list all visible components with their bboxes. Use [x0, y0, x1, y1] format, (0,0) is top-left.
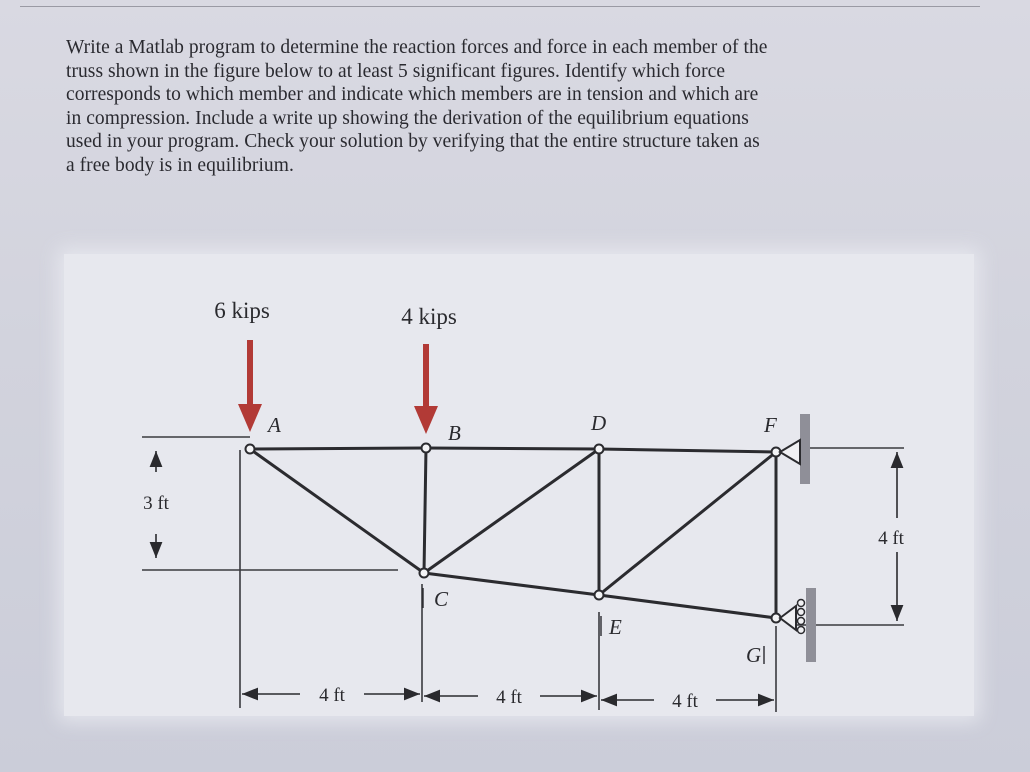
arrow-down-icon: [414, 406, 438, 434]
joint-E: [595, 591, 604, 600]
dimension-left-height: [143, 451, 170, 558]
span-label-2: 4 ft: [496, 687, 522, 708]
roller-wheel: [798, 627, 805, 634]
dimension-spans: [242, 685, 774, 712]
support-F: [780, 414, 810, 484]
joint-B: [422, 444, 431, 453]
load-label-4kips: 4 kips: [401, 304, 457, 329]
roller-wheel: [798, 618, 805, 625]
problem-line: corresponds to which member and indicate which members are in tension and which are: [66, 84, 759, 106]
joint-label-D: D: [591, 411, 607, 435]
member-EF: [599, 452, 776, 595]
joint-D: [595, 445, 604, 454]
member-AC: [250, 449, 424, 573]
span-label-3: 4 ft: [672, 691, 698, 712]
joint-label-B: B: [448, 421, 461, 445]
member-CD: [424, 449, 599, 573]
joint-label-C: C: [434, 587, 449, 611]
arrow-down-icon: [238, 404, 262, 432]
joint-label-F: F: [764, 413, 777, 437]
joint-label-E: E: [609, 615, 622, 639]
arrow-shaft: [247, 340, 253, 410]
truss-members: [250, 448, 776, 618]
member-BD: [426, 448, 599, 449]
truss-joints: [246, 444, 781, 623]
problem-line: used in your program. Check your solution by verifying that the entire structure taken as: [66, 131, 760, 153]
span-label-1: 4 ft: [319, 685, 345, 706]
dimension-label-4ft: 4 ft: [878, 528, 904, 549]
truss-figure: [64, 254, 974, 716]
member-DF: [599, 449, 776, 452]
load-label-6kips: 6 kips: [214, 298, 270, 323]
wall-hatch: [800, 414, 810, 484]
label-ticks: [423, 588, 764, 664]
joint-label-A: A: [268, 413, 281, 437]
problem-line: Write a Matlab program to determine the reaction forces and force in each member of the: [66, 37, 768, 58]
joint-A: [246, 445, 255, 454]
joint-C: [420, 569, 429, 578]
extension-lines: [142, 437, 904, 712]
dimension-label-3ft: 3 ft: [143, 493, 169, 514]
arrow-shaft: [423, 344, 429, 412]
member-EG: [599, 595, 776, 618]
roller-wheel: [798, 609, 805, 616]
problem-statement: [66, 36, 986, 178]
wall-hatch: [806, 588, 816, 662]
problem-line: a free body is in equilibrium.: [66, 154, 294, 176]
member-AB: [250, 448, 426, 449]
problem-line: in compression. Include a write up showing the derivation of the equilibrium equations: [66, 107, 749, 129]
roller-wheel: [798, 600, 805, 607]
problem-line: truss shown in the figure below to at least 5 significant figures. Identify which force: [66, 60, 726, 82]
member-BC: [424, 448, 426, 573]
truss-diagram: [64, 254, 974, 716]
load-arrow-B: [414, 344, 438, 434]
joint-label-G: G: [746, 643, 762, 667]
dimension-right-height: [878, 452, 905, 621]
roller-support-icon: [780, 606, 796, 630]
load-arrow-A: [238, 340, 262, 432]
roller-wheels: [798, 600, 805, 634]
pin-support-icon: [780, 440, 800, 464]
member-CE: [424, 573, 599, 595]
top-divider: [20, 6, 980, 7]
